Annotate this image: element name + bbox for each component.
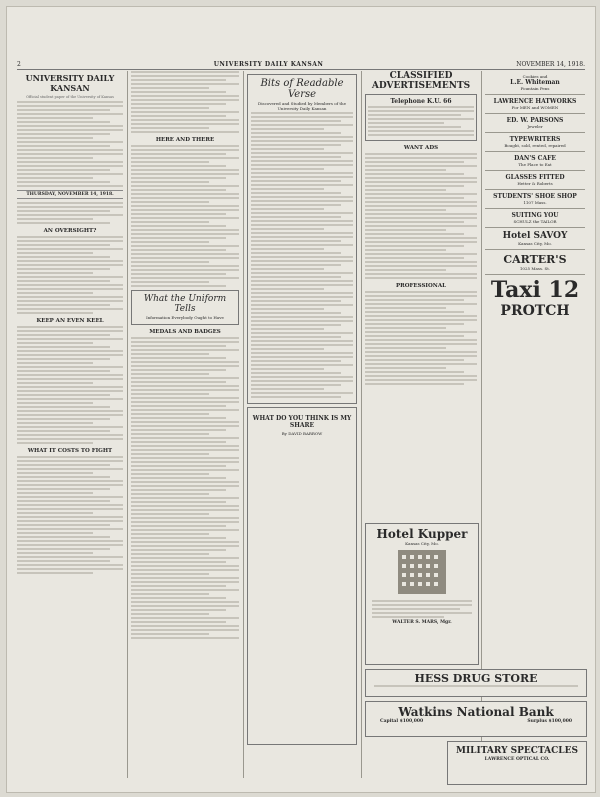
ad-dans-cafe: DAN'S CAFE The Place to Eat (485, 152, 585, 171)
verse-feature-subtitle: Discovered and Studied by Members of the University Daily Kansan (258, 101, 346, 111)
watkins-figures (366, 719, 586, 724)
column-verse (247, 71, 357, 780)
hotel-kupper-manager: WALTER S. MARS, Mgr. (392, 620, 452, 625)
ad-taxi: Taxi 12 PROTCH (490, 277, 580, 319)
ad-schulz: SUITING YOU SCHULZ the TAILOR (485, 209, 585, 228)
classified-rates-box (365, 94, 477, 141)
classified-rates (368, 106, 474, 136)
editorial-masthead: UNIVERSITY DAILY KANSAN (25, 73, 115, 93)
column-rule (243, 71, 244, 778)
uniform-feature-subtitle: Information Everybody Ought to Have (146, 315, 224, 320)
military-title: MILITARY SPECTACLES (456, 746, 578, 756)
headline-medals-badges: MEDALS AND BADGES (149, 329, 221, 335)
hotel-building-icon (394, 546, 450, 596)
headline-costs-to-fight: WHAT IT COSTS TO FIGHT (27, 448, 113, 454)
ad-whiteman: Cookies and L.E. Whiteman Fountain Pens (485, 71, 585, 95)
article-here-body (131, 145, 239, 287)
article-oversight-body (17, 236, 123, 314)
column-rule (127, 71, 128, 778)
headline-professional: PROFESSIONAL (396, 283, 446, 289)
ad-typewriters: TYPEWRITERS Bought, sold, rented, repaired (485, 133, 585, 152)
hess-drug-copy (366, 685, 586, 687)
hotel-kupper-city: Kansas City, Mo. (405, 541, 439, 546)
newspaper-page (6, 6, 596, 793)
share-byline: By DAVID BARROW (281, 431, 323, 436)
professional-listings (365, 291, 477, 385)
ad-military-spectacles (447, 741, 587, 785)
header-left-number: 2 (17, 60, 21, 68)
editorial-subtitle: Official student paper of the University of Kansas (26, 95, 114, 99)
headline-my-share: WHAT DO YOU THINK IS MY SHARE (252, 415, 352, 429)
ad-glasses: GLASSES FITTED Hetter & Roberts (485, 171, 585, 190)
watkins-title: Watkins National Bank (398, 705, 554, 719)
page-header-date: NOVEMBER 14, 1918. (516, 60, 585, 68)
ad-watkins-bank (365, 701, 587, 737)
watkins-capital: Capital $100,000 (380, 719, 424, 724)
headline-even-keel: KEEP AN EVEN KEEL (36, 318, 104, 324)
quote-text (17, 202, 123, 224)
military-sub: LAWRENCE OPTICAL CO. (484, 757, 550, 762)
verse-feature-box (247, 74, 357, 404)
ad-hatworks: LAWRENCE HATWORKS For MEN and WOMEN (485, 95, 585, 114)
ad-hotel-kupper (365, 523, 479, 665)
ad-hess-drug (365, 669, 587, 697)
verse-body (251, 112, 353, 398)
headline-here-and-there: HERE AND THERE (155, 137, 215, 143)
column-editorial (17, 71, 123, 780)
article-costs-body (17, 456, 123, 574)
article-even-keel-body (17, 326, 123, 444)
ad-parsons: ED. W. PARSONS Jeweler (485, 114, 585, 133)
staff-listing (17, 101, 123, 187)
hotel-kupper-title: Hotel Kupper (376, 527, 468, 541)
ad-hotel-savoy: Hotel SAVOY Kansas City, Mo. (485, 228, 585, 250)
page-header (17, 59, 585, 70)
article-top-body (131, 71, 239, 133)
share-feature-box (247, 407, 357, 745)
column-rule (361, 71, 362, 778)
article-medals-body (131, 337, 239, 639)
headline-oversight: AN OVERSIGHT? (43, 228, 97, 234)
issue-date: THURSDAY, NOVEMBER 14, 1918. (17, 190, 123, 199)
ad-carters: CARTER'S 1025 Mass. St. (485, 250, 585, 275)
classified-phone: Telephone K.U. 66 (390, 98, 452, 105)
want-ads-body (365, 153, 477, 279)
verse-feature-title: Bits of Readable Verse (260, 78, 344, 100)
uniform-feature-box (131, 290, 239, 325)
watkins-surplus: Surplus $100,000 (527, 719, 572, 724)
column-news (131, 71, 239, 780)
hotel-kupper-copy (366, 600, 478, 618)
headline-want-ads: WANT ADS (403, 145, 439, 151)
classified-title: CLASSIFIED ADVERTISEMENTS (371, 71, 471, 91)
page-header-title: UNIVERSITY DAILY KANSAN (213, 60, 324, 68)
uniform-feature-title: What the Uniform Tells (143, 294, 227, 314)
ad-shoe-shop: STUDENTS' SHOE SHOP 1107 Mass. (485, 190, 585, 209)
hess-drug-title: HESS DRUG STORE (414, 672, 538, 685)
